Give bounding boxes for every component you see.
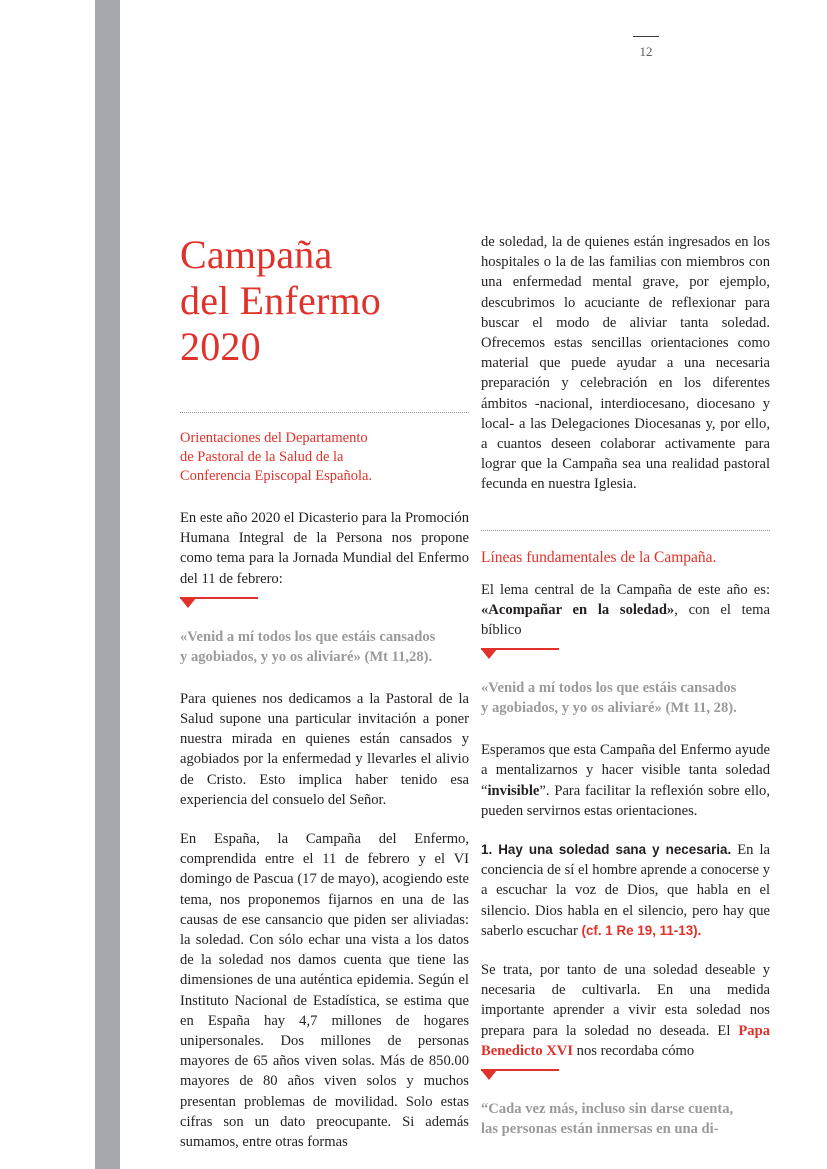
bottom-pullquote-line-2: las personas están inmersas en una di- (481, 1121, 719, 1138)
right-paragraph-4 (481, 960, 770, 1061)
left-pullquote-line-1: «Venid a mí todos los que estáis cansados (180, 628, 436, 645)
right-paragraph-4-post: nos recordaba cómo (573, 1042, 695, 1059)
left-paragraph-2: Para quienes nos dedicamos a la Pastoral de la Salud supone una particular invitación a poner nuestra mirada en quienes están cansados y agobiados por la enfermedad y llevarles el alivio de Cristo. Esto implica haber tenido esa experiencia del consuelo del Señor. (180, 690, 469, 808)
right-column (481, 232, 770, 1139)
left-column (180, 232, 469, 1152)
left-paragraph-1: En este año 2020 el Dicasterio para la Promoción Humana Integral de la Persona nos propone como tema para la Jornada Mundial del Enfermo del 11 de febrero: (180, 510, 469, 587)
right-paragraph-3 (481, 740, 770, 821)
numbered-item-1 (481, 840, 770, 941)
page-number: 12 (639, 44, 653, 59)
folio (626, 36, 666, 58)
left-paragraph-3: En España, la Campaña del Enfermo, comprendida entre el 11 de febrero y el VI domingo de Pascua (17 de mayo), acogiendo este tema, nos proponemos fijarnos en una de las causas de ese cansancio que piden ser aliviadas: la soledad. Con sólo echar una vista a los datos de la soledad nos damos cuenta que tiene las dimensiones de una auténtica epidemia. Según el Instituto Nacional de Estadística, se estima que en España hay 4,7 millones de hogares unipersonales. Dos millones de personas mayores de 65 años viven solas. Más de 850.00 mayores de 80 años viven solos y muchos presentan problemas de movilidad. Solo estas cifras son un dato preocupante. Si además sumamos, entre otras formas (180, 831, 469, 1151)
triangle-down-icon (481, 649, 497, 659)
page-title (180, 232, 469, 370)
right-paragraph-2-post: , con el tema bíblico (481, 601, 770, 639)
subtitle-line-3: Conferencia Episcopal Española. (180, 468, 373, 484)
dotted-divider-left (180, 412, 469, 413)
numbered-item-1-text: En la conciencia de sí el hombre aprende a conocerse y a escuchar la voz de Dios, que habla en el silencio. Dios habla en el silencio, pero hay que saberlo escuchar (481, 842, 770, 939)
triangle-down-icon (481, 1070, 497, 1080)
folio-rule (633, 36, 659, 37)
right-pullquote-line-1: «Venid a mí todos los que estáis cansados (481, 680, 737, 697)
campaign-motto: «Acompañar en la soledad» (481, 601, 675, 618)
right-paragraph-3-post: ”. Para facilitar la reflexión sobre ello, pueden servirnos estas orientaciones. (481, 782, 770, 819)
right-pullquote (481, 678, 770, 718)
spacer (481, 514, 770, 530)
left-pullquote-line-2: y agobiados, y yo os aliviaré» (Mt 11,28). (180, 648, 433, 665)
spacer (481, 718, 770, 740)
title-line-2: del Enfermo (180, 278, 382, 323)
spacer (481, 568, 770, 580)
title-line-1: Campaña (180, 232, 333, 277)
title-line-3: 2020 (180, 324, 261, 369)
bottom-pullquote-line-1: “Cada vez más, incluso sin darse cuenta, (481, 1101, 734, 1118)
right-paragraph-2-pre: El lema central de la Campaña de este año es: (481, 581, 770, 598)
red-triangle-marker-right-1 (481, 644, 559, 658)
right-paragraph-4-pre: Se trata, por tanto de una soledad deseable y necesaria de cultivarla. En una medida importante aprender a vivir esta soledad nos prepara para la soledad no deseada. El (481, 962, 770, 1039)
left-gutter-bar (95, 0, 120, 1169)
bottom-pullquote (481, 1099, 770, 1139)
numbered-item-1-heading: 1. Hay una soledad sana y necesaria. (481, 842, 732, 858)
right-paragraph-3-pre: Esperamos que esta Campaña del Enfermo ayude a mentalizarnos y hacer visible tanta soledad “ (481, 742, 770, 799)
triangle-down-icon (180, 598, 196, 608)
right-paragraph-2 (481, 580, 770, 641)
subtitle-line-2: de Pastoral de la Salud de la (180, 449, 344, 465)
subtitle-line-1: Orientaciones del Departamento (180, 430, 368, 446)
spacer (180, 667, 469, 689)
left-pullquote (180, 627, 469, 667)
spacer (180, 486, 469, 508)
right-pullquote-line-2: y agobiados, y yo os aliviaré» (Mt 11, 28). (481, 700, 737, 717)
red-triangle-marker-left-1 (180, 593, 258, 607)
dotted-divider-right (481, 530, 770, 531)
section-heading: Líneas fundamentales de la Campaña. (481, 548, 717, 566)
scripture-reference: (cf. 1 Re 19, 11-13). (581, 922, 702, 938)
invisible-emphasis: invisible (487, 782, 540, 799)
subtitle (180, 429, 469, 486)
pope-name: Papa Benedicto XVI (481, 1022, 770, 1059)
right-paragraph-1: de soledad, la de quienes están ingresados en los hospitales o la de las familias con miembros con una enfermedad mental grave, por ejemplo, descubrimos lo acuciante de reflexionar para buscar el modo de aliviar tanta soledad. Ofrecemos estas sencillas orientaciones como material que puede ayudar a una necesaria preparación y celebración en los diferentes ámbitos -nacional, interdiocesano, diocesano y local- a las Delegaciones Diocesanas y, por ello, a cuantos deseen colaborar activamente para lograr que la Campaña sea una realidad pastoral fecunda en nuestra Iglesia. (481, 234, 770, 493)
red-triangle-marker-right-2 (481, 1065, 559, 1079)
